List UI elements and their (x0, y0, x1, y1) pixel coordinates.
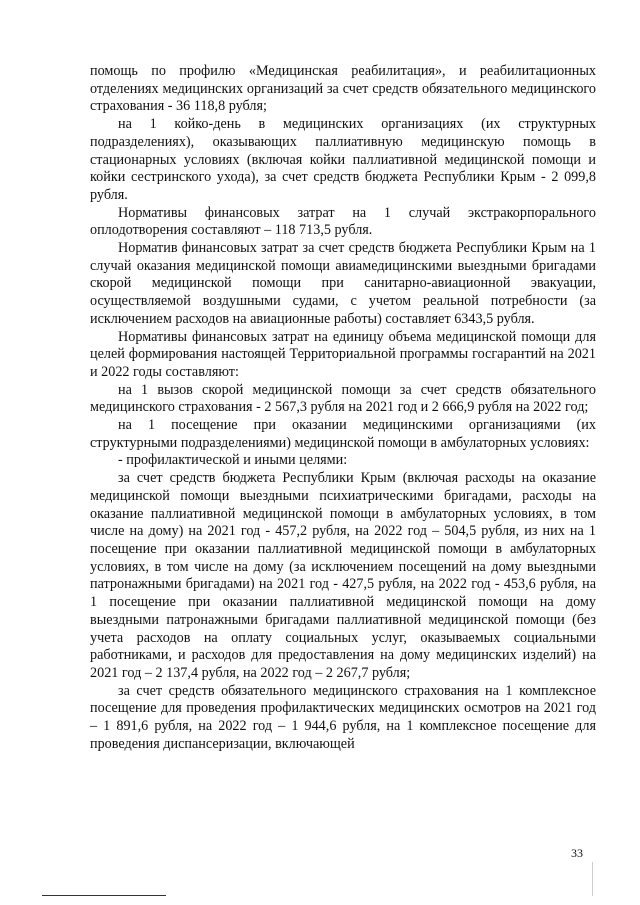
page-number: 33 (571, 846, 583, 860)
scan-edge-mark (592, 862, 593, 896)
paragraph: на 1 посещение при оказании медицинскими организациями (их структурными подразделениями) медицинской помощи в амбулаторных условиях: (90, 417, 596, 451)
paragraph: Нормативы финансовых затрат на 1 случай экстракорпорального оплодотворения составляют – 118 713,5 рубля. (90, 204, 596, 239)
paragraph: за счет средств бюджета Республики Крым (включая расходы на оказание медицинской помощи выездными психиатрическими бригадами, расходы на оказание паллиативной медицинской помощи в амбулаторных условиях, в том числе на дому) на 2021 год - 457,2 рубля, на 2022 год – 504,5 рубля, из них на 1 посещение при оказании паллиативной медицинской помощи в амбулаторных условиях, в том числе на дому (за исключением посещений на дому выездными патронажными бригадами) на 2021 год - 427,5 рубля, на 2022 год - 453,6 рубля, на 1 посещение при оказании паллиативной медицинской помощи на дому выездными патронажными бригадами паллиативной медицинской помощи (без учета расходов на оплату социальных услуг, оказываемых социальными работниками, и расходов для предоставления на дому медицинских изделий) на 2021 год – 2 137,4 рубля, на 2022 год – 2 267,7 рубля; (90, 470, 596, 681)
paragraph: на 1 койко-день в медицинских организациях (их структурных подразделениях), оказывающих паллиативную медицинскую помощь в стационарных условиях (включая койки паллиативной медицинской помощи и койки сестринского ухода), за счет средств бюджета Республики Крым - 2 099,8 рубля. (90, 116, 596, 203)
paragraph: помощь по профилю «Медицинская реабилитация», и реабилитационных отделениях медицинских организаций за счет средств обязательного медицинского страхования - 36 118,8 рубля; (90, 63, 596, 115)
paragraph: - профилактической и иными целями: (118, 452, 348, 469)
paragraph: за счет средств обязательного медицинского страхования на 1 комплексное посещение для проведения профилактических медицинских осмотров на 2021 год – 1 891,6 рубля, на 2022 год – 1 944,6 рубля, на 1 комплексное посещение для проведения диспансеризации, включающей (90, 682, 596, 752)
footnote-rule (42, 895, 166, 896)
body-text (90, 63, 596, 753)
paragraph: на 1 вызов скорой медицинской помощи за счет средств обязательного медицинского страхования - 2 567,3 рубля на 2021 год и 2 666,9 рубля на 2022 год; (90, 381, 596, 416)
paragraph: Норматив финансовых затрат за счет средств бюджета Республики Крым на 1 случай оказания медицинской помощи авиамедицинскими выездными бригадами скорой медицинской помощи при санитарно-авиационной эвакуации, осуществляемой воздушными судами, с учетом реальной потребности (за исключением расходов на авиационные работы) составляет 6343,5 рубля. (90, 240, 596, 327)
paragraph: Нормативы финансовых затрат на единицу объема медицинской помощи для целей формирования настоящей Территориальной программы госгарантий на 2021 и 2022 годы составляют: (90, 328, 596, 380)
